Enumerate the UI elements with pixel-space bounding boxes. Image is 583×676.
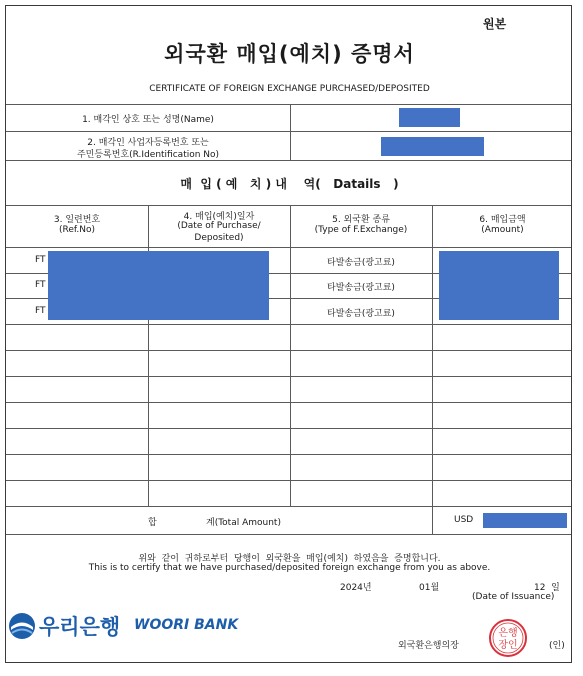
certification-en: This is to certify that we have purchased/deposited foreign exchange from you as above.: [88, 563, 491, 573]
svg-text:장인: 장인: [498, 640, 518, 651]
original-copy-mark: 원본: [483, 17, 507, 31]
row-3-type: 타발송금(광고료): [327, 309, 395, 319]
col-header-ref-en: (Ref.No): [58, 225, 96, 235]
bank-logo: [8, 610, 248, 640]
issue-month: 01월: [419, 583, 440, 593]
seller-name-redaction: [399, 108, 460, 127]
total-label-left: 합: [148, 518, 157, 528]
col-header-date-en-1: (Date of Purchase/: [177, 221, 261, 231]
row-2-type: 타발송금(광고료): [327, 283, 395, 293]
row-2-ref-prefix: FT: [35, 280, 46, 290]
issue-year: 2024년: [340, 583, 372, 593]
issue-date-caption: (Date of Issuance): [472, 592, 555, 602]
col-header-amount-ko: 6. 매입금액: [479, 215, 526, 225]
seller-id-label-line1: 2. 매각인 사업자등록번호 또는: [87, 138, 209, 148]
col-header-date-en-2: Deposited): [194, 233, 244, 243]
ref-and-date-redaction: [48, 251, 269, 320]
col-header-type-ko: 5. 외국환 종류: [332, 215, 390, 225]
details-heading: 매 입 ( 예 치 ) 내 역( Datails ): [180, 177, 399, 191]
seller-id-label-line2: 주민등록번호(R.Identification No): [76, 150, 220, 160]
bank-seal-stamp: [488, 618, 528, 658]
row-1-type: 타발송금(광고료): [327, 258, 395, 268]
col-header-amount-en: (Amount): [481, 225, 524, 235]
seller-name-label: 1. 매각인 상호 또는 성명(Name): [82, 115, 214, 125]
seal-label: (인): [549, 641, 565, 651]
amount-redaction: [439, 251, 559, 320]
col-header-type-en: (Type of F.Exchange): [314, 225, 408, 235]
signatory-title: 외국환은행의장: [398, 641, 459, 651]
svg-text:은행: 은행: [498, 628, 518, 639]
total-label-right: 계(Total Amount): [206, 518, 281, 528]
seal-stamp-icon: [488, 618, 528, 658]
woori-bank-emblem-icon: [8, 612, 36, 640]
col-header-date-ko: 4. 매입(예치)일자: [183, 212, 255, 222]
total-amount-redaction: [483, 513, 567, 528]
certification-ko: 위와 같이 귀하로부터 당행이 외국환을 매입(예치) 하였음을 증명합니다.: [138, 554, 441, 564]
document-title: 외국환 매입(예치) 증명서: [164, 42, 415, 66]
seller-id-redaction: [381, 137, 484, 156]
certificate-document: [5, 5, 572, 663]
issue-day: 12 일: [534, 583, 560, 593]
document-subtitle: CERTIFICATE OF FOREIGN EXCHANGE PURCHASED/DEPOSITED: [149, 84, 430, 94]
bank-name-korean: 우리은행: [39, 615, 121, 639]
bank-name-english: WOORI BANK: [134, 617, 239, 633]
total-currency: USD: [454, 515, 474, 525]
col-header-ref-ko: 3. 일련번호: [53, 215, 101, 225]
row-3-ref-prefix: FT: [35, 306, 46, 316]
row-1-ref-prefix: FT: [35, 255, 46, 265]
